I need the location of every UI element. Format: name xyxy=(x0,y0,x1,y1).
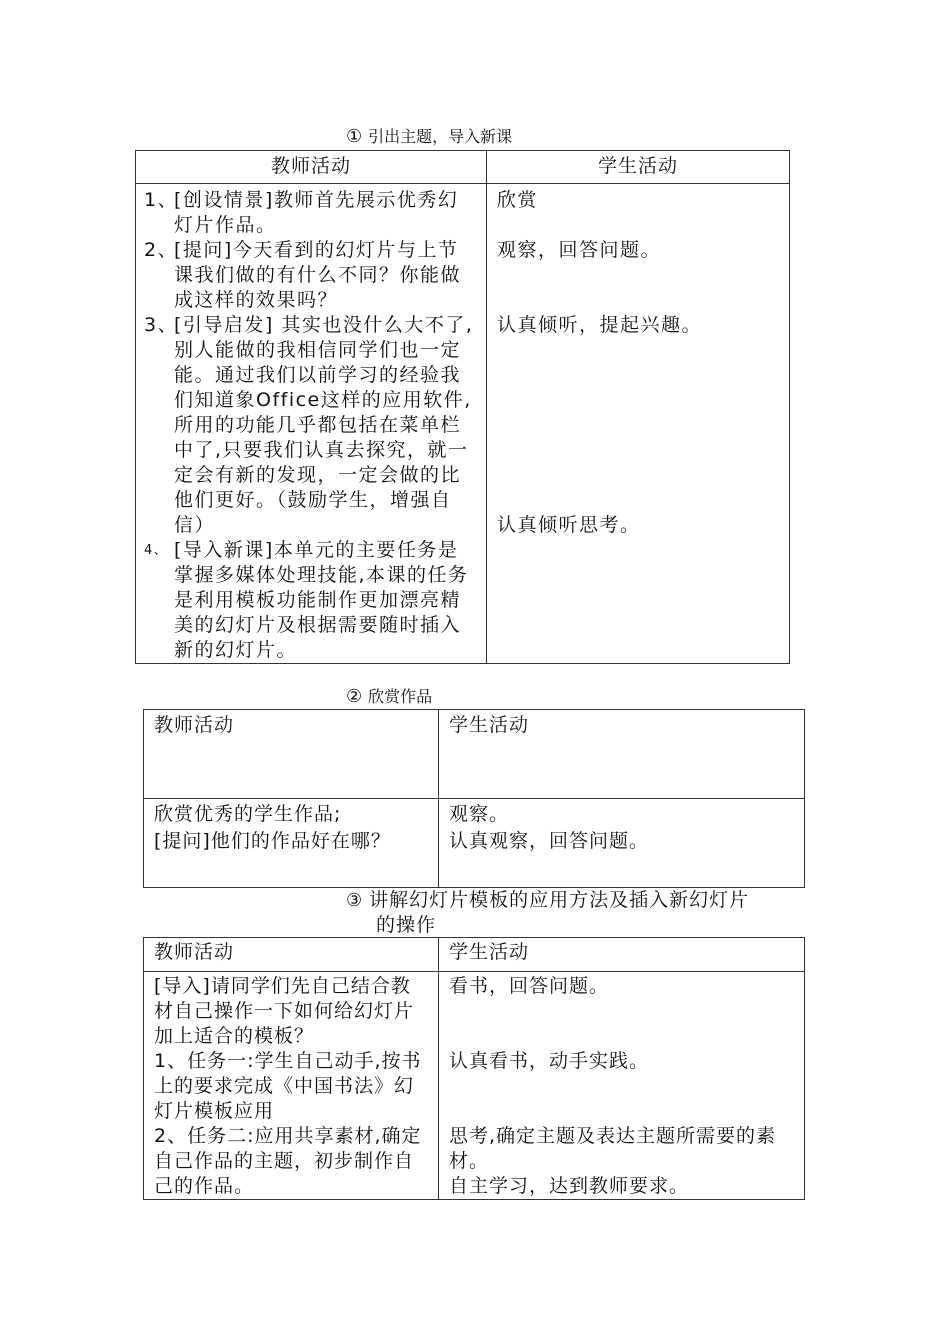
section1-teacher-cell xyxy=(136,184,487,664)
section1-student-header: 学生活动 xyxy=(487,151,790,184)
section3-student-cell xyxy=(439,972,805,1200)
section3-number: ③ xyxy=(346,890,364,911)
student-item-4: 认真倾听思考。 xyxy=(497,514,641,536)
section1-number: ① xyxy=(346,126,363,147)
teacher-line: 欣赏优秀的学生作品; xyxy=(154,803,342,825)
teacher-para: [导入]请同学们先自己结合教材自己操作一下如何给幻灯片加上适合的模板？ xyxy=(154,975,415,1047)
section1-table xyxy=(135,150,790,664)
teacher-item-1 xyxy=(144,188,476,238)
section2-student-cell xyxy=(439,799,805,888)
section3-title-line1: 讲解幻灯片模板的应用方法及插入新幻灯片 xyxy=(369,889,750,911)
student-line: 观察。 xyxy=(449,803,510,825)
item-label: 3、 xyxy=(144,314,179,336)
section1-title-text: 引出主题，导入新课 xyxy=(368,127,513,146)
item-text: [提问]今天看到的幻灯片与上节课我们做的有什么不同？你能做成这样的效果吗？ xyxy=(174,239,462,311)
section2-title-text: 欣赏作品 xyxy=(368,687,433,706)
section2-teacher-header: 教师活动 xyxy=(144,710,439,799)
item-label: 1、 xyxy=(144,189,179,211)
student-para: 自主学习，达到教师要求。 xyxy=(449,1175,690,1197)
section2-teacher-cell xyxy=(144,799,439,888)
section3-teacher-cell xyxy=(144,972,439,1200)
section3-teacher-header: 教师活动 xyxy=(144,938,439,972)
student-line: 认真观察，回答问题。 xyxy=(449,830,650,852)
section3-title xyxy=(346,888,749,938)
item-text: [导入新课]本单元的主要任务是掌握多媒体处理技能,本课的任务是利用模板功能制作更加漂亮精美的幻灯片及根据需要随时插入新的幻灯片。 xyxy=(174,539,469,661)
item-text: [创设情景]教师首先展示优秀幻灯片作品。 xyxy=(174,189,459,236)
student-item-1: 欣赏 xyxy=(497,189,539,211)
section2-table xyxy=(143,709,805,888)
teacher-para: 2、任务二:应用共享素材,确定自己作品的主题，初步制作自己的作品。 xyxy=(154,1125,422,1197)
section3-table xyxy=(143,937,805,1200)
item-label: 4、 xyxy=(144,543,169,558)
student-para: 看书，回答问题。 xyxy=(449,975,610,997)
teacher-line: [提问]他们的作品好在哪？ xyxy=(154,830,391,852)
section3-student-header: 学生活动 xyxy=(439,938,805,972)
section2-title xyxy=(346,687,432,707)
section1-title xyxy=(346,127,512,147)
item-label: 2、 xyxy=(144,239,179,261)
section2-number: ② xyxy=(346,686,363,707)
section1-teacher-header: 教师活动 xyxy=(136,151,487,184)
teacher-para: 1、任务一:学生自己动手,按书上的要求完成《中国书法》幻灯片模板应用 xyxy=(154,1050,422,1122)
student-para: 思考,确定主题及表达主题所需要的素材。 xyxy=(449,1125,777,1172)
section3-title-line2: 的操作 xyxy=(376,914,437,936)
teacher-item-2 xyxy=(144,238,476,313)
student-item-3: 认真倾听，提起兴趣。 xyxy=(497,314,703,336)
section1-student-cell xyxy=(487,184,790,664)
student-para: 认真看书，动手实践。 xyxy=(449,1050,650,1072)
teacher-item-3 xyxy=(144,313,476,538)
item-text: [引导启发] 其实也没什么大不了,别人能做的我相信同学们也一定能。通过我们以前学习的经验我们知道象Office这样的应用软件,所用的功能几乎都包括在菜单栏中了,只要我们认真去探究，就一定会有新的发现，一定会做的比他们更好。（鼓励学生，增强自信） xyxy=(174,314,474,536)
teacher-item-4 xyxy=(144,538,476,663)
student-item-2: 观察，回答问题。 xyxy=(497,239,662,261)
section2-student-header: 学生活动 xyxy=(439,710,805,799)
